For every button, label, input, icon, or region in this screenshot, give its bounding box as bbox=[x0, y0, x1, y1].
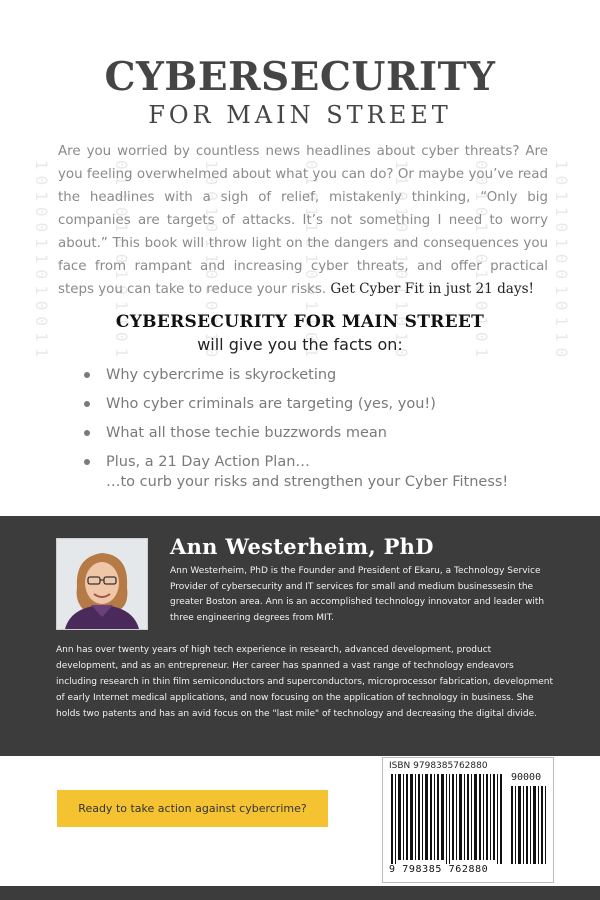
author-band bbox=[0, 516, 600, 756]
blurb-cta: Get Cyber Fit in just 21 days! bbox=[330, 281, 535, 297]
price-code: 90000 bbox=[511, 772, 542, 783]
facts-list bbox=[82, 362, 508, 492]
book-blurb bbox=[58, 140, 548, 301]
list-item: Who cyber criminals are targeting (yes, you!) bbox=[82, 391, 508, 420]
isbn-digits: 9 798385 762880 bbox=[389, 864, 489, 875]
facts-heading: CYBERSECURITY FOR MAIN STREET bbox=[115, 312, 485, 332]
facts-subheading: will give you the facts on: bbox=[197, 335, 403, 354]
author-photo bbox=[56, 538, 148, 630]
book-subtitle: FOR MAIN STREET bbox=[148, 101, 452, 129]
cta-banner: Ready to take action against cybercrime? bbox=[57, 790, 328, 827]
blurb-text: Are you worried by countless news headlines about cyber threats? Are you feeling overwhelmed about what you can do? Or maybe you’ve read the headlines with a sigh of relief, mistakenly thinking, “Only big companies are targets of attacks. It’s not something I need to worry about.” This book will throw light on the dangers and consequences you face from rampant and increasing cyber threats, and offer practical steps you can take to reduce your risks. bbox=[58, 144, 548, 297]
book-title: CYBERSECURITY bbox=[104, 54, 496, 100]
facts-heading-block bbox=[0, 312, 600, 354]
bullet-icon bbox=[84, 372, 90, 378]
list-item-continuation: …to curb your risks and strengthen your Cyber Fitness! bbox=[106, 474, 509, 490]
list-item: Why cybercrime is skyrocketing bbox=[82, 362, 508, 391]
binary-background: 1010011010011 0110100101101 1001011010010 0101101001101 1101001011010 0010110100101 1011010010110 bbox=[32, 160, 571, 364]
author-portrait-icon bbox=[57, 539, 147, 629]
isbn-label: ISBN 9798385762880 bbox=[389, 761, 488, 771]
author-name: Ann Westerheim, PhD bbox=[170, 534, 434, 559]
bullet-icon bbox=[84, 430, 90, 436]
isbn-barcode bbox=[382, 757, 554, 883]
bullet-icon bbox=[84, 401, 90, 407]
list-item: What all those techie buzzwords mean bbox=[82, 420, 508, 449]
author-bio: Ann has over twenty years of high tech experience in research, advanced development, product development, and as an entrepreneur. Her career has spanned a vast range of technology endeavors including research in thin film semiconductors and superconductors, microprocessor fabrication, development of early Internet medical applications, and now focusing on the application of technology in business. She holds two patents and has an avid focus on the "last mile" of technology and decreasing the digital divide. bbox=[56, 645, 553, 719]
bottom-bar bbox=[0, 886, 600, 900]
author-intro: Ann Westerheim, PhD is the Founder and President of Ekaru, a Technology Service Provider of cybersecurity and IT services for small and medium businessesin the greater Boston area. Ann is an accomplished technology innovator and leader with three engineering degrees from MIT. bbox=[170, 566, 545, 623]
bullet-icon bbox=[84, 459, 90, 465]
list-item: Plus, a 21 Day Action Plan… bbox=[82, 449, 508, 478]
